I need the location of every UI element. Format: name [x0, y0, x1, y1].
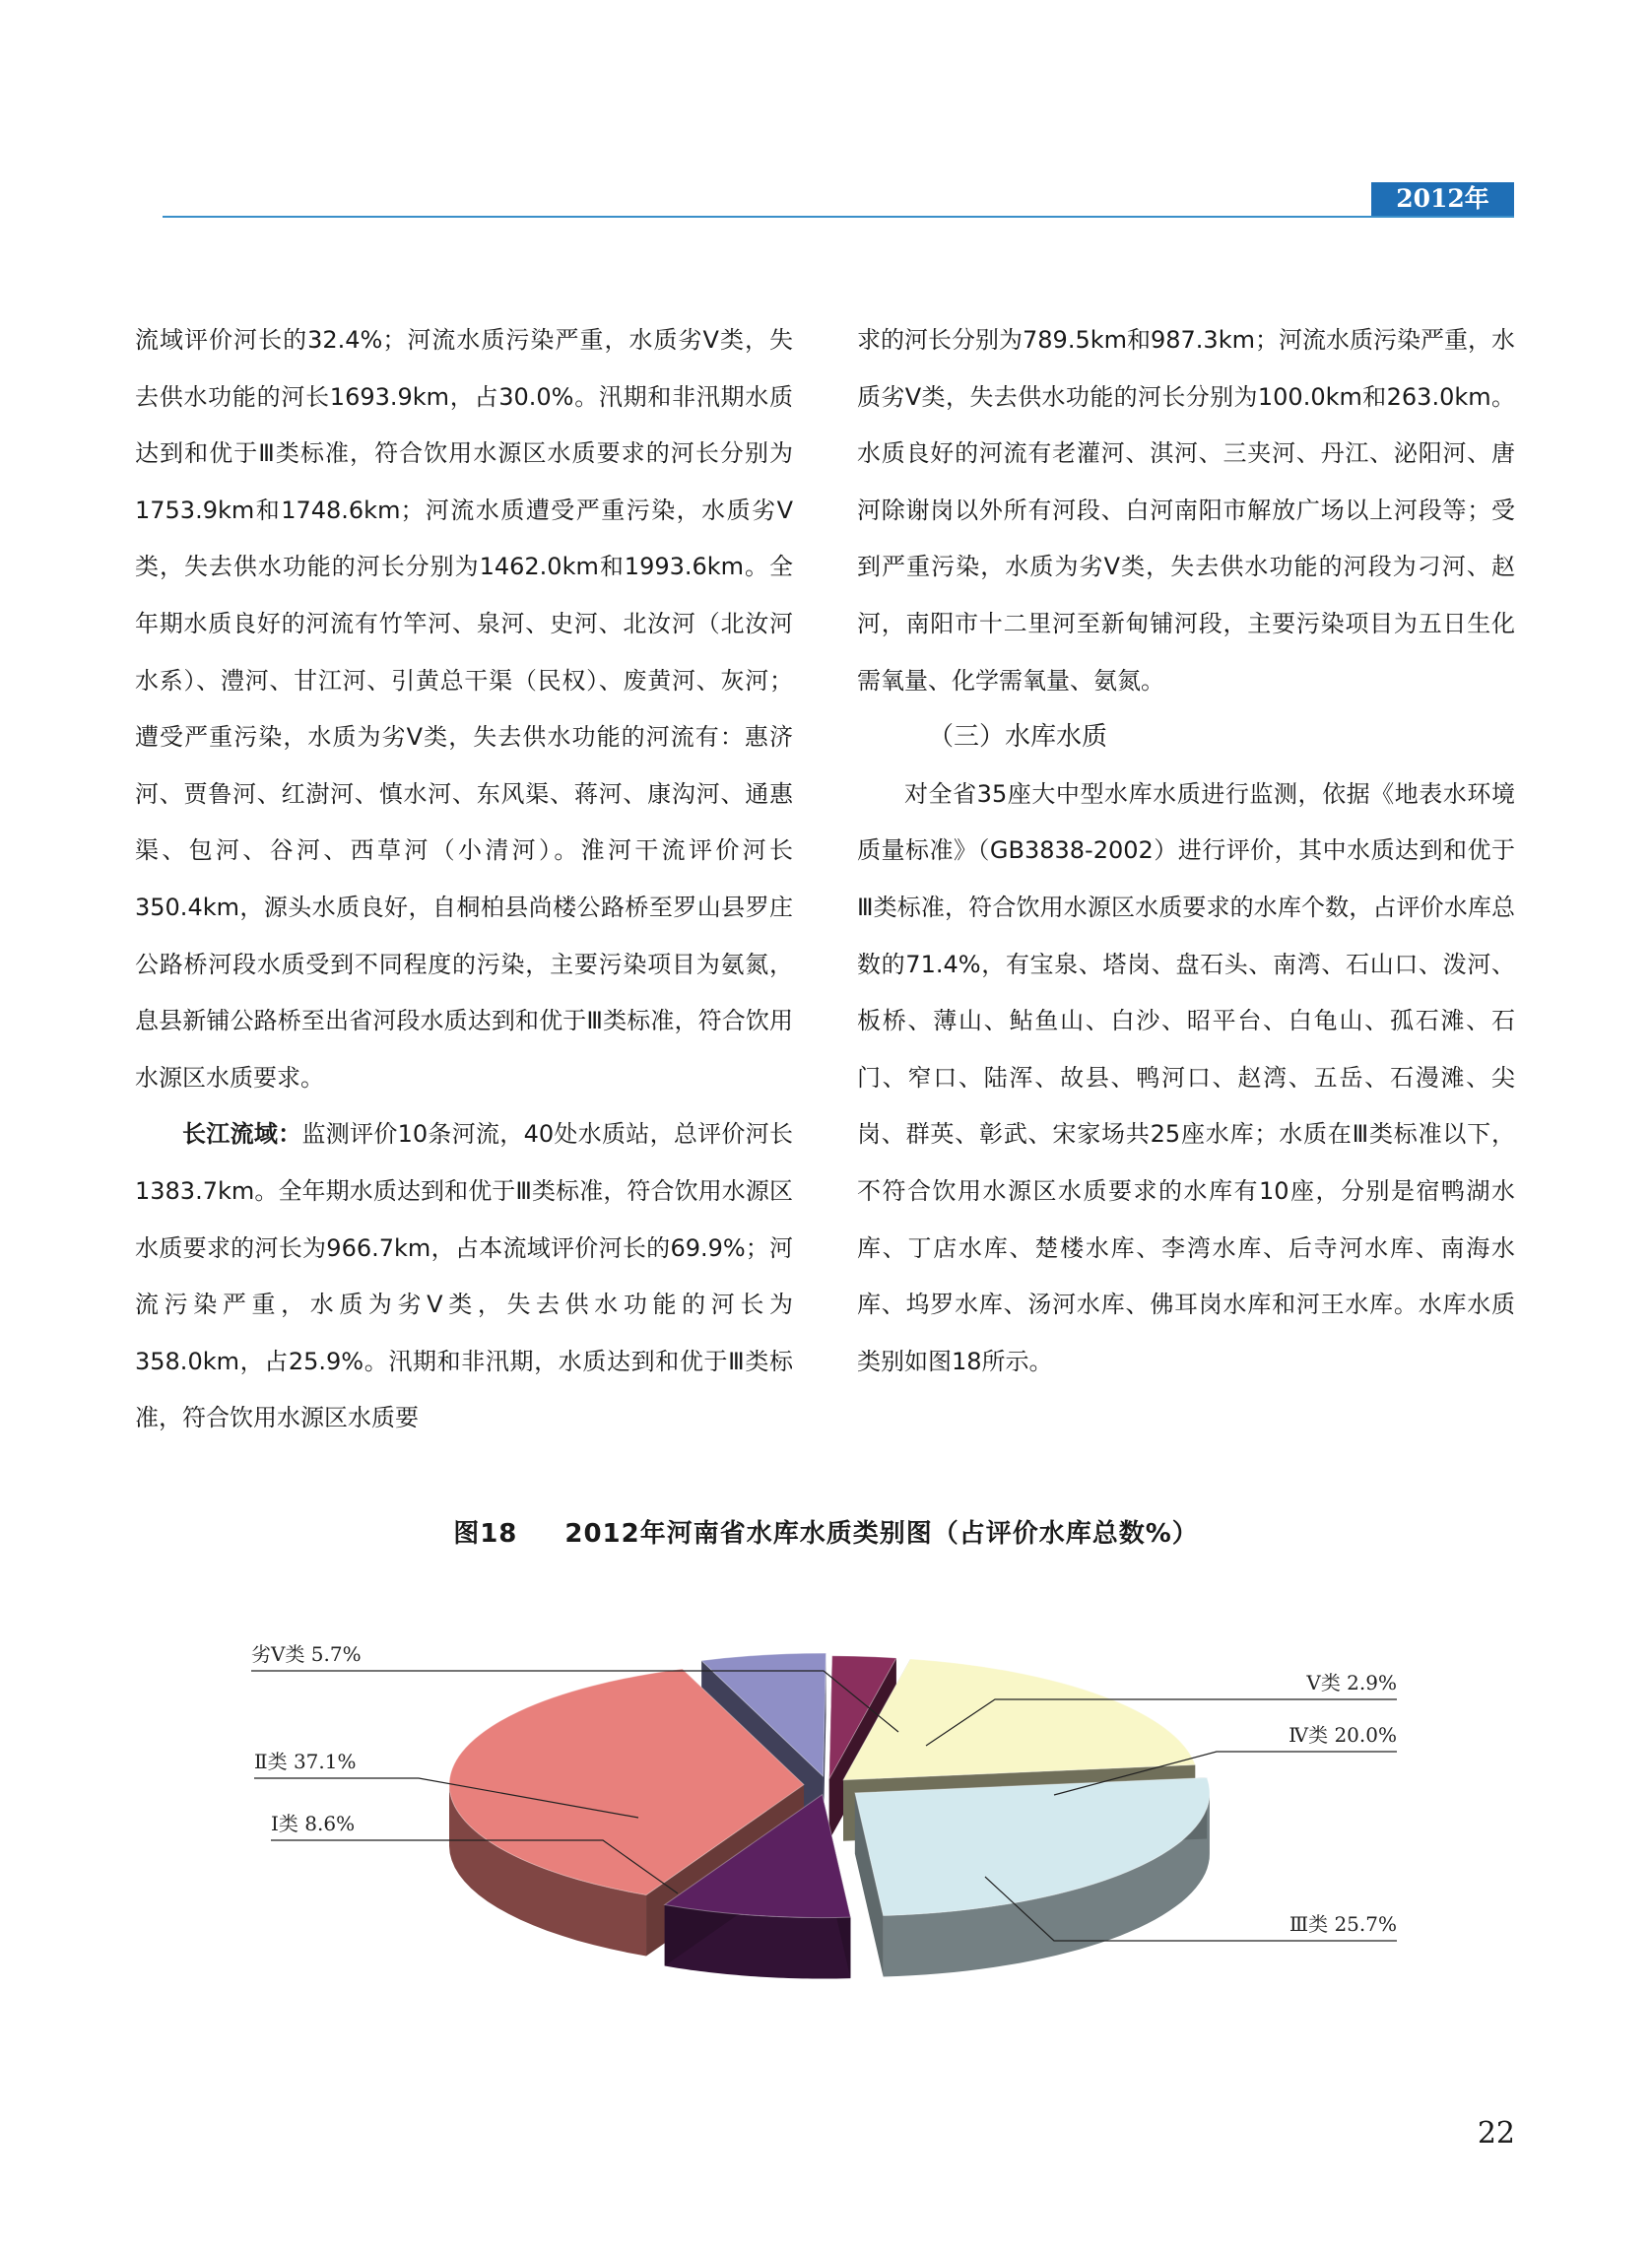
- section-heading-reservoir: （三）水库水质: [928, 722, 1108, 753]
- pie-cut-4-0: [823, 1795, 851, 1979]
- pie-label-V类: V类 2.9%: [1306, 1671, 1397, 1694]
- pie-wall-4: [665, 1905, 851, 1979]
- left-column: [135, 312, 793, 1447]
- right-column: [857, 312, 1515, 1390]
- yangtze-basin-text: 监测评价10条河流，40处水质站，总评价河长1383.7km。全年期水质达到和优于Ⅲ类标准，符合饮用水源区水质要求的河长为966.7km，占本流域评价河长的69.9%；河流污染严重，水质为劣V类，失去供水功能的河长为358.0km，占25.9%。汛期和非汛期，水质达到和优于Ⅲ类标准，符合饮用水源区水质要: [135, 1120, 794, 1432]
- right-paragraph-1: 求的河长分别为789.5km和987.3km；河流水质污染严重，水质劣V类，失去供水功能的河长分别为100.0km和263.0km。水质良好的河流有老灌河、淇河、三夹河、丹江、泌阳河、唐河除谢岗以外所有河段、白河南阳市解放广场以上河段等；受到严重污染，水质为劣V类，失去供水功能的河段为刁河、赵河，南阳市十二里河至新甸铺河段，主要污染项目为五日生化需氧量、化学需氧量、氨氮。: [857, 326, 1515, 695]
- pie-slice-Ⅱ类: [449, 1669, 804, 1894]
- pie-slice-Ⅲ类: [855, 1777, 1210, 1915]
- pie-label-Ⅲ类: Ⅲ类 25.7%: [1289, 1912, 1397, 1936]
- pie-label-Ⅳ类: Ⅳ类 20.0%: [1289, 1723, 1397, 1747]
- pie-leader-line-1: [926, 1699, 1397, 1746]
- figure-title: 2012年河南省水库水质类别图（占评价水库总数%）: [564, 1519, 1199, 1549]
- pie-cut-5-0: [646, 1785, 804, 1957]
- pie-cut-4-1: [665, 1795, 823, 1966]
- pie-label-劣V类: 劣V类 5.7%: [251, 1642, 362, 1666]
- pie-leader-line-0: [251, 1671, 898, 1732]
- pie-leader-line-3: [985, 1877, 1397, 1941]
- pie-cut-0-0: [701, 1661, 823, 1837]
- yangtze-basin-lead: 长江流域：: [182, 1120, 302, 1149]
- figure-number: 图18: [453, 1519, 518, 1549]
- pie-leader-line-5: [254, 1778, 638, 1818]
- pie-cut-1-0: [829, 1656, 832, 1840]
- pie-cut-0-1: [824, 1653, 826, 1837]
- pie-wall-5: [449, 1785, 646, 1957]
- pie-label-Ⅰ类: Ⅰ类 8.6%: [271, 1812, 356, 1835]
- pie-cut-5-1: [683, 1669, 804, 1845]
- page-number: 22: [1477, 2116, 1515, 2151]
- pie-slice-劣V类: [701, 1653, 826, 1776]
- pie-label-Ⅱ类: Ⅱ类 37.1%: [254, 1750, 357, 1773]
- pie-slice-V类: [829, 1656, 896, 1779]
- pie-slice-Ⅳ类: [843, 1659, 1195, 1780]
- pie-slice-Ⅰ类: [665, 1795, 851, 1918]
- pie-cut-3-0: [855, 1777, 1207, 1853]
- left-paragraph-2: [135, 1106, 793, 1447]
- pie-leader-line-4: [271, 1840, 678, 1893]
- header-rule: [163, 216, 1514, 218]
- right-paragraph-2: 对全省35座大中型水库水质进行监测，依据《地表水环境质量标准》（GB3838-2002）进行评价，其中水质达到和优于Ⅲ类标准，符合饮用水源区水质要求的水库个数，占评价水库总数的71.4%，有宝泉、塔岗、盘石头、南湾、石山口、泼河、板桥、薄山、鲇鱼山、白沙、昭平台、白龟山、孤石滩、石门、窄口、陆浑、故县、鸭河口、赵湾、五岳、石漫滩、尖岗、群英、彰武、宋家场共25座水库；水质在Ⅲ类标准以下，不符合饮用水源区水质要求的水库有10座，分别是宿鸭湖水库、丁店水库、楚楼水库、李湾水库、后寺河水库、南海水库、坞罗水库、汤河水库、佛耳岗水库和河王水库。水库水质类别如图18所示。: [857, 779, 1515, 1375]
- pie-cut-1-1: [829, 1658, 896, 1840]
- figure-caption: [0, 1513, 1652, 1550]
- pie-cut-3-1: [855, 1793, 884, 1977]
- left-paragraph-1: 流域评价河长的32.4%；河流水质污染严重，水质劣V类，失去供水功能的河长1693.9km，占30.0%。汛期和非汛期水质达到和优于Ⅲ类标准，符合饮用水源区水质要求的河长分别为1753.9km和1748.6km；河流水质遭受严重污染，水质劣V类，失去供水功能的河长分别为1462.0km和1993.6km。全年期水质良好的河流有竹竿河、泉河、史河、北汝河（北汝河水系）、澧河、甘江河、引黄总干渠（民权）、废黄河、灰河；遭受严重污染，水质为劣V类，失去供水功能的河流有：惠济河、贾鲁河、红澍河、慎水河、东风渠、蒋河、康沟河、通惠渠、包河、谷河、西草河（小清河）。淮河干流评价河长350.4km，源头水质良好，自桐柏县尚楼公路桥至罗山县罗庄公路桥河段水质受到不同程度的污染，主要污染项目为氨氮，息县新铺公路桥至出省河段水质达到和优于Ⅲ类标准，符合饮用水源区水质要求。: [135, 326, 793, 1092]
- pie-wall-3: [884, 1793, 1210, 1977]
- pie-leader-line-2: [1054, 1752, 1397, 1795]
- pie-cut-2-0: [843, 1659, 910, 1841]
- year-badge: 2012年: [1371, 182, 1514, 216]
- pie-cut-2-1: [843, 1764, 1195, 1840]
